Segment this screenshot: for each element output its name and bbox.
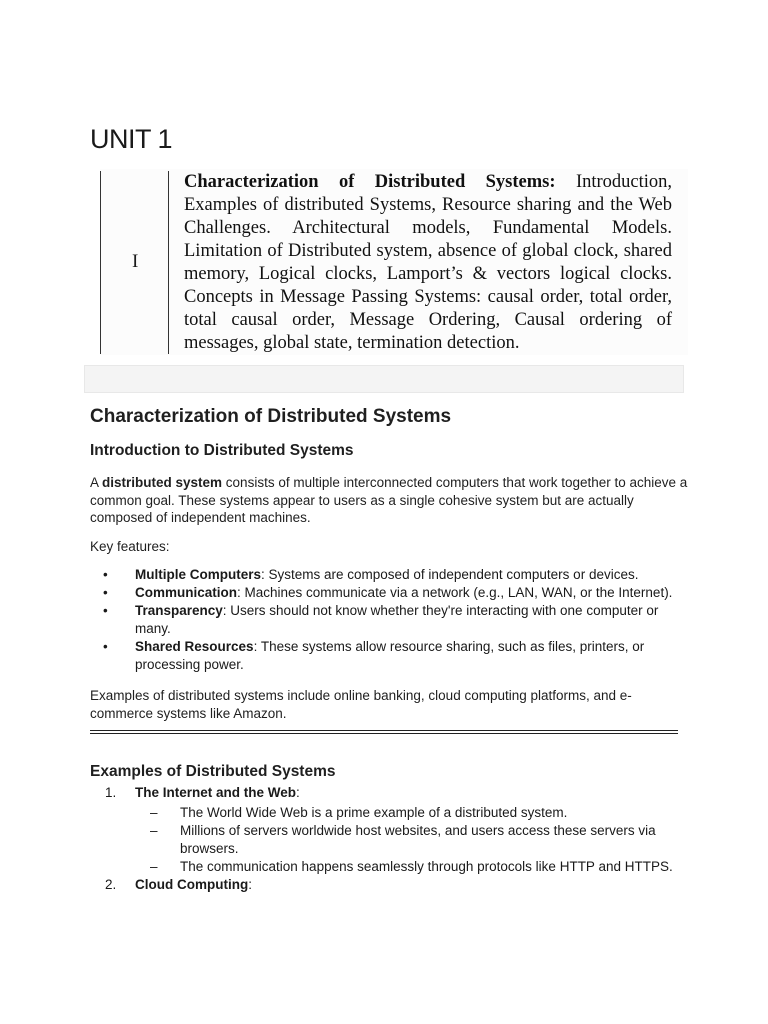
list-item bbox=[90, 584, 690, 602]
sub-item bbox=[135, 804, 690, 822]
item-term: Cloud Computing bbox=[135, 877, 249, 892]
list-item bbox=[90, 638, 690, 674]
table-border-divider bbox=[168, 171, 169, 354]
feature-term: Communication bbox=[135, 585, 238, 600]
feature-desc: : Systems are composed of independent computers or devices. bbox=[261, 567, 639, 582]
sub-item-text: Millions of servers worldwide host websites, and users access these servers via browsers. bbox=[180, 823, 656, 856]
syllabus-text: Introduction, Examples of distributed Systems, Resource sharing and the Web Challenges. Architectural models, Fundamental Models. Limitation of Distributed system, absence of global clock, shared memory, Logical clocks, Lamport’s & vectors logical clocks. Concepts in Message Passing Systems: causal order, total order, total causal order, Message Ordering, Causal ordering of messages, global state, termination detection. bbox=[184, 172, 673, 353]
blank-bar bbox=[84, 365, 684, 393]
section-title: Characterization of Distributed Systems bbox=[90, 406, 452, 427]
intro-text-b: consists of multiple interconnected computers that work together to achieve a common goal. These systems appear to users as a single cohesive system but are actually composed of independent machines. bbox=[90, 475, 688, 525]
dash-icon: – bbox=[150, 823, 158, 838]
sub-item bbox=[135, 822, 690, 858]
item-term: The Internet and the Web bbox=[135, 785, 297, 800]
feature-desc: : These systems allow resource sharing, such as files, printers, or processing power. bbox=[135, 639, 645, 672]
syllabus-content bbox=[184, 171, 672, 355]
bullet-icon: • bbox=[103, 567, 108, 582]
intro-text-a: A bbox=[90, 475, 103, 490]
examples-paragraph: Examples of distributed systems include online banking, cloud computing platforms, and e-commerce systems like Amazon. bbox=[90, 688, 632, 721]
examples-list bbox=[90, 784, 690, 894]
examples-title: Examples of Distributed Systems bbox=[90, 763, 336, 780]
key-features-label: Key features: bbox=[90, 539, 170, 554]
syllabus-unit-number: I bbox=[132, 251, 139, 272]
sub-list bbox=[135, 804, 690, 876]
sub-item-text: The communication happens seamlessly through protocols like HTTP and HTTPS. bbox=[180, 859, 673, 874]
dash-icon: – bbox=[150, 805, 158, 820]
intro-paragraph bbox=[90, 474, 690, 527]
syllabus-heading: Characterization of Distributed Systems: bbox=[184, 172, 556, 192]
feature-term: Shared Resources bbox=[135, 639, 254, 654]
intro-bold-term: distributed system bbox=[102, 475, 223, 490]
features-list bbox=[90, 566, 690, 674]
feature-term: Transparency bbox=[135, 603, 223, 618]
item-colon: : bbox=[248, 877, 252, 892]
unit-title: UNIT 1 bbox=[90, 124, 173, 154]
horizontal-rule bbox=[90, 730, 678, 734]
feature-desc: : Users should not know whether they're interacting with one computer or many. bbox=[135, 603, 659, 636]
sub-item-text: The World Wide Web is a prime example of a distributed system. bbox=[180, 805, 568, 820]
table-border-left bbox=[100, 171, 101, 354]
intro-title: Introduction to Distributed Systems bbox=[90, 442, 354, 459]
list-item bbox=[90, 566, 690, 584]
bullet-icon: • bbox=[103, 603, 108, 618]
list-item bbox=[90, 876, 690, 894]
list-item bbox=[90, 784, 690, 876]
sub-item bbox=[135, 858, 690, 876]
item-number: 2. bbox=[105, 877, 117, 892]
bullet-icon: • bbox=[103, 585, 108, 600]
item-number: 1. bbox=[105, 785, 117, 800]
dash-icon: – bbox=[150, 859, 158, 874]
feature-desc: : Machines communicate via a network (e.g., LAN, WAN, or the Internet). bbox=[237, 585, 673, 600]
feature-term: Multiple Computers bbox=[135, 567, 262, 582]
syllabus-table bbox=[100, 169, 688, 355]
bullet-icon: • bbox=[103, 639, 108, 654]
list-item bbox=[90, 602, 690, 638]
item-colon: : bbox=[296, 785, 300, 800]
